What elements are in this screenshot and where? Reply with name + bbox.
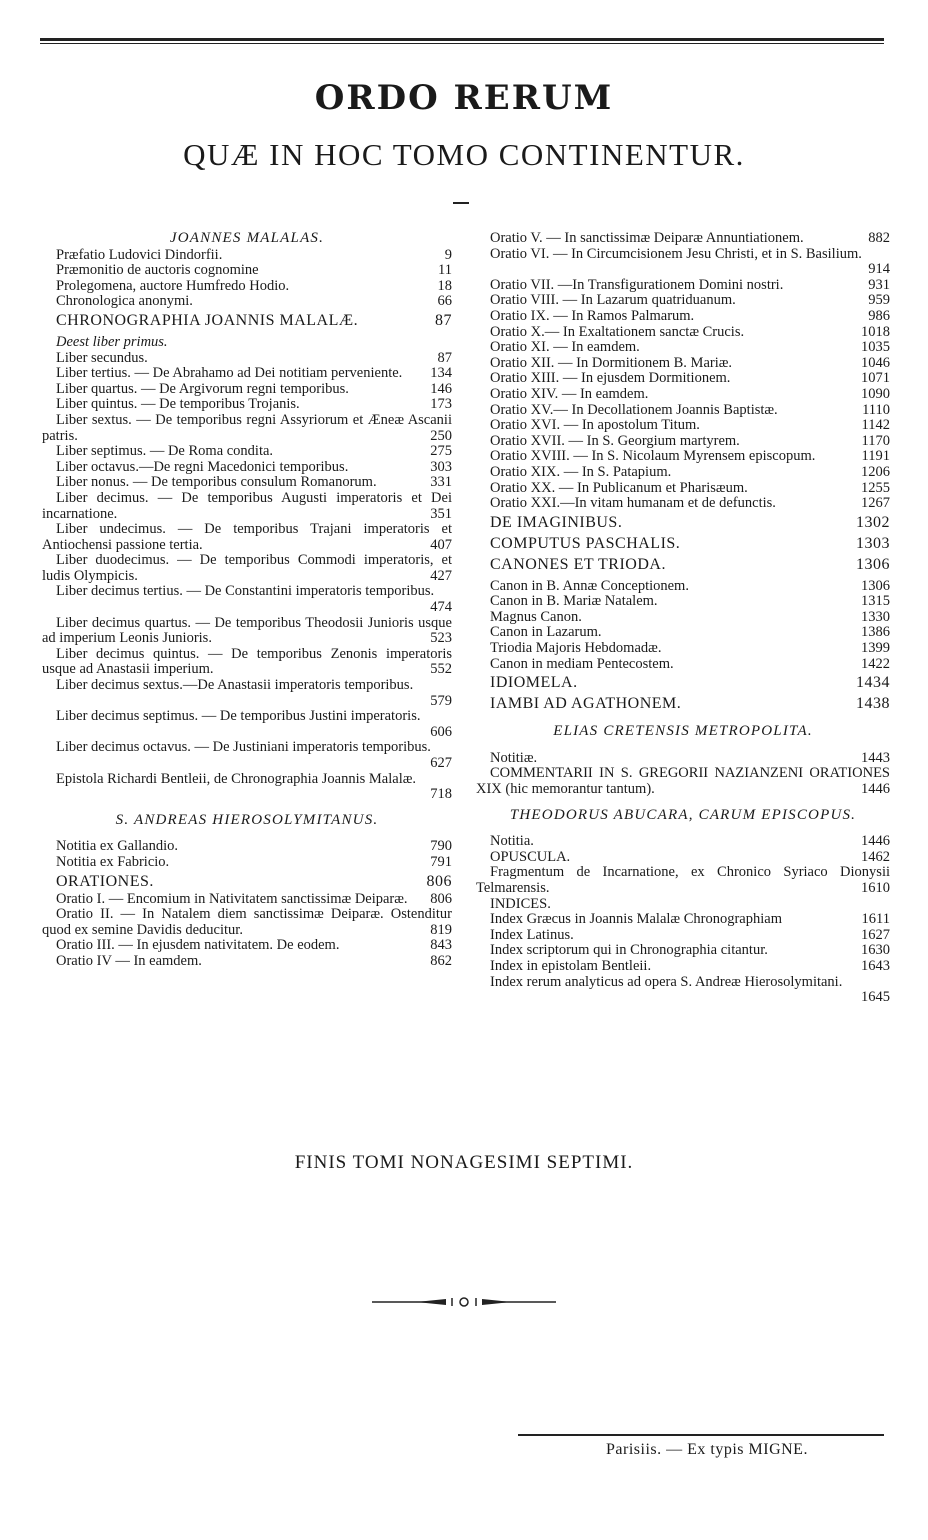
entry-title: Oratio III. — In ejusdem nativitatem. De eodem. xyxy=(56,937,340,954)
section-heading: JOANNES MALALAS. xyxy=(169,230,325,246)
entry-page: 303 xyxy=(430,458,452,475)
entry-page: 552 xyxy=(430,661,452,678)
entry-title: Oratio X.— In Exaltationem sanctæ Crucis. xyxy=(490,323,745,340)
entry-page: 718 xyxy=(430,786,452,803)
entry-title: Index in epistolam Bentleii. xyxy=(490,957,652,974)
toc-entry xyxy=(476,766,890,797)
toc-entry xyxy=(476,449,890,465)
toc-entry xyxy=(42,907,452,938)
entry-title: Oratio V. — In sanctissimæ Deiparæ Annuntiationem. xyxy=(490,230,804,246)
toc-entry xyxy=(476,959,890,975)
entry-page: 1315 xyxy=(861,593,890,610)
entry-title: Chronologica anonymi. xyxy=(56,293,193,310)
entry-page: 146 xyxy=(430,380,452,397)
entry-page: 1090 xyxy=(861,385,890,402)
entry-page: 1170 xyxy=(861,432,890,449)
entry-page: 862 xyxy=(430,952,452,969)
entry-title: Index rerum analyticus ad opera S. Andreæ Hierosolymitani. xyxy=(490,973,843,990)
toc-entry xyxy=(476,465,890,481)
entry-page: 986 xyxy=(868,307,890,324)
entry-page: 87 xyxy=(435,311,452,329)
entry-title: Liber octavus.—De regni Macedonici temporibus. xyxy=(56,458,349,475)
toc-entry xyxy=(476,751,890,767)
page-title: ORDO RERUM xyxy=(314,78,614,118)
section-heading: ELIAS CRETENSIS METROPOLITA. xyxy=(553,723,813,740)
entry-page: 407 xyxy=(430,536,452,553)
entry-title: Præfatio Ludovici Dindorfii. xyxy=(56,246,223,263)
entry-title: COMMENTARII IN S. GREGORII NAZIANZENI ORATIONES XIX (hic memorantur tantum). xyxy=(476,765,890,798)
toc-entry xyxy=(476,403,890,419)
entry-page: 1399 xyxy=(861,640,890,657)
toc-entry xyxy=(476,293,890,309)
left-column xyxy=(42,231,452,970)
entry-title: IDIOMELA. xyxy=(490,674,578,692)
section-heading: THEODORUS ABUCARA, CARUM EPISCOPUS. xyxy=(509,806,857,823)
entry-title: Oratio IV — In eamdem. xyxy=(56,952,202,969)
entry-title: Fragmentum de Incarnatione, ex Chronico Syriaco Dionysii Telmarensis. xyxy=(476,864,890,896)
top-double-rule xyxy=(40,38,884,44)
entry-title: Liber decimus quartus. — De temporibus Theodosii Junioris usque ad imperium Leonis Junioris. xyxy=(42,614,452,647)
section-heading: S. ANDREAS HIEROSOLYMITANUS. xyxy=(115,811,379,828)
entry-title: Canon in mediam Pentecostem. xyxy=(490,655,674,672)
toc-entry xyxy=(476,325,890,341)
entry-title: Oratio XVII. — In S. Georgium martyrem. xyxy=(490,432,740,449)
entry-page: 1306 xyxy=(861,577,890,594)
toc-entry xyxy=(42,740,452,771)
entry-page: 9 xyxy=(444,246,452,263)
entry-title: Oratio VIII. — In Lazarum quatriduanum. xyxy=(490,292,736,309)
toc-entry xyxy=(476,533,890,554)
entry-page: 474 xyxy=(430,599,452,616)
entry-title: Oratio XV.— In Decollationem Joannis Baptistæ. xyxy=(490,401,778,418)
entry-page: 1206 xyxy=(861,463,890,480)
toc-entry xyxy=(42,444,452,460)
entry-page: 1446 xyxy=(861,781,890,798)
title-dash-divider xyxy=(453,202,469,204)
entry-title: Oratio IX. — In Ramos Palmarum. xyxy=(490,307,695,324)
entry-title: Liber secundus. xyxy=(56,349,148,366)
entry-title: INDICES. xyxy=(490,895,551,912)
entry-title: Canon in Lazarum. xyxy=(490,624,602,641)
entry-title: Oratio XX. — In Publicanum et Pharisæum. xyxy=(490,479,748,496)
entry-title: Oratio XIV. — In eamdem. xyxy=(490,385,649,402)
toc-entry xyxy=(476,231,890,247)
toc-entry xyxy=(42,294,452,310)
entry-page: 1611 xyxy=(861,911,890,928)
toc-entry xyxy=(42,938,452,954)
toc-entry xyxy=(476,693,890,714)
toc-entry xyxy=(42,678,452,709)
entry-page: 790 xyxy=(430,838,452,855)
entry-page: 11 xyxy=(438,262,452,279)
entry-page: 1018 xyxy=(861,323,890,340)
entry-page: 627 xyxy=(430,755,452,771)
toc-entry xyxy=(476,340,890,356)
entry-title: CANONES ET TRIODA. xyxy=(490,555,666,573)
toc-entry xyxy=(476,641,890,657)
entry-title: Oratio VII. —In Transfigurationem Domini nostri. xyxy=(490,276,784,293)
entry-page: 1434 xyxy=(856,674,890,692)
toc-entry xyxy=(476,247,890,278)
toc-entry xyxy=(476,387,890,403)
entry-title: Liber decimus. — De temporibus Augusti imperatoris et Dei incarnatione. xyxy=(42,489,452,522)
toc-entry xyxy=(476,418,890,434)
entry-page: 1267 xyxy=(861,495,890,512)
entry-title: Liber decimus octavus. — De Justiniani imperatoris temporibus. xyxy=(56,739,431,756)
toc-entry xyxy=(476,865,890,896)
entry-page: 1627 xyxy=(861,926,890,943)
entry-title: Triodia Majoris Hebdomadæ. xyxy=(490,640,662,657)
toc-entry xyxy=(476,512,890,533)
entry-title: Notitiæ. xyxy=(490,749,538,766)
toc-entry xyxy=(42,279,452,295)
entry-title: Prolegomena, auctore Humfredo Hodio. xyxy=(56,277,290,294)
entry-page: 1302 xyxy=(856,513,890,531)
entry-title: Magnus Canon. xyxy=(490,608,582,625)
entry-page: 173 xyxy=(430,396,452,413)
toc-entry xyxy=(42,475,452,491)
entry-page: 819 xyxy=(430,921,452,938)
entry-page: 1330 xyxy=(861,608,890,625)
entry-title: Oratio XI. — In eamdem. xyxy=(490,339,640,356)
entry-title: IAMBI AD AGATHONEM. xyxy=(490,695,682,713)
toc-entry xyxy=(476,897,890,913)
toc-entry xyxy=(42,413,452,444)
entry-title: Oratio XII. — In Dormitionem B. Mariæ. xyxy=(490,354,733,371)
entry-page: 806 xyxy=(430,890,452,907)
toc-entry xyxy=(42,553,452,584)
printer-imprint: Parisiis. — Ex typis MIGNE. xyxy=(606,1441,808,1458)
toc-entry xyxy=(42,709,452,740)
toc-entry xyxy=(42,855,452,871)
entry-title: Epistola Richardi Bentleii, de Chronographia Joannis Malalæ. xyxy=(56,770,417,787)
entry-title: Præmonitio de auctoris cognomine xyxy=(56,262,259,279)
entry-page: 1443 xyxy=(861,749,890,766)
toc-entry xyxy=(42,954,452,970)
entry-page: 427 xyxy=(430,567,452,584)
entry-title: Liber decimus quintus. — De temporibus Zenonis imperatoris usque ad Anastasii imperium. xyxy=(42,645,452,678)
entry-title: Index scriptorum qui in Chronographia citantur. xyxy=(490,942,768,959)
entry-page: 806 xyxy=(426,872,452,890)
entry-title: Notitia ex Fabricio. xyxy=(56,853,170,870)
entry-title: Notitia ex Gallandio. xyxy=(56,838,179,855)
entry-title: Liber septimus. — De Roma condita. xyxy=(56,443,274,460)
entry-title: Liber undecimus. — De temporibus Trajani imperatoris et Antiochensi passione tertia. xyxy=(42,521,452,553)
entry-title: DE IMAGINIBUS. xyxy=(490,513,623,531)
entry-title: Index Græcus in Joannis Malalæ Chronographiam xyxy=(490,911,782,928)
toc-entry xyxy=(476,309,890,325)
entry-page: 1071 xyxy=(861,370,890,387)
toc-entry xyxy=(476,481,890,497)
entry-page: 351 xyxy=(430,505,452,522)
entry-title: COMPUTUS PASCHALIS. xyxy=(490,534,681,552)
toc-entry xyxy=(476,943,890,959)
toc-entry xyxy=(42,871,452,892)
toc-entry xyxy=(42,616,452,647)
entry-page: 1438 xyxy=(856,695,890,713)
toc-entry xyxy=(476,928,890,944)
entry-page: 1422 xyxy=(861,655,890,672)
entry-title: Oratio XIX. — In S. Patapium. xyxy=(490,463,672,480)
ornament-divider xyxy=(372,1296,556,1308)
toc-entry xyxy=(42,772,452,803)
toc-entry xyxy=(476,496,890,512)
entry-page: 1191 xyxy=(861,448,890,465)
toc-entry xyxy=(42,584,452,615)
toc-entry xyxy=(476,371,890,387)
entry-page: 1110 xyxy=(862,401,890,418)
toc-entry xyxy=(42,892,452,908)
toc-entry xyxy=(476,657,890,673)
entry-title: OPUSCULA. xyxy=(490,848,571,865)
entry-title: Notitia. xyxy=(490,833,534,850)
entry-title: Liber duodecimus. — De temporibus Commodi imperatoris, et ludis Olympicis. xyxy=(42,552,452,584)
entry-page: 959 xyxy=(868,292,890,309)
entry-title: Liber sextus. — De temporibus regni Assyriorum et Æneæ Ascanii patris. xyxy=(42,411,452,444)
toc-entry xyxy=(476,610,890,626)
entry-page: 134 xyxy=(430,365,452,382)
toc-entry xyxy=(476,579,890,595)
entry-page: 1306 xyxy=(856,555,890,573)
toc-entry xyxy=(42,460,452,476)
toc-entry xyxy=(42,335,452,351)
entry-page: 1462 xyxy=(861,848,890,865)
toc-entry xyxy=(42,263,452,279)
toc-entry xyxy=(42,351,452,367)
entry-title: Oratio I. — Encomium in Nativitatem sanctissimæ Deiparæ. xyxy=(56,890,408,907)
entry-title: Liber decimus tertius. — De Constantini imperatoris temporibus. xyxy=(56,583,435,600)
entry-page: 1046 xyxy=(861,354,890,371)
entry-page: 606 xyxy=(430,723,452,740)
entry-page: 275 xyxy=(430,443,452,460)
entry-title: Oratio XVI. — In apostolum Titum. xyxy=(490,417,700,434)
entry-title: ORATIONES. xyxy=(56,872,154,890)
entry-title: Liber quartus. — De Argivorum regni temporibus. xyxy=(56,380,349,397)
entry-title: Oratio XVIII. — In S. Nicolaum Myrensem episcopum. xyxy=(490,448,816,465)
toc-entry xyxy=(476,554,890,575)
entry-page: 331 xyxy=(430,474,452,491)
toc-entry xyxy=(476,834,890,850)
entry-page: 18 xyxy=(437,277,452,294)
toc-entry xyxy=(476,594,890,610)
entry-page: 66 xyxy=(437,293,452,310)
right-column xyxy=(476,231,890,1006)
toc-entry xyxy=(42,366,452,382)
entry-title: Liber decimus sextus.—De Anastasii imperatoris temporibus. xyxy=(56,677,414,694)
entry-page: 1386 xyxy=(861,624,890,641)
entry-title: Liber quintus. — De temporibus Trojanis. xyxy=(56,396,300,413)
entry-page: 882 xyxy=(868,230,890,246)
entry-title: Oratio VI. — In Circumcisionem Jesu Christi, et in S. Basilium. xyxy=(490,245,862,262)
entry-title: Oratio II. — In Natalem diem sanctissimæ Deiparæ. Ostenditur quod ex semine Davidis deducitur. xyxy=(42,906,452,938)
toc-entry xyxy=(42,522,452,553)
entry-page: 523 xyxy=(430,630,452,647)
entry-title: Liber nonus. — De temporibus consulum Romanorum. xyxy=(56,474,377,491)
toc-entry xyxy=(42,647,452,678)
entry-page: 1142 xyxy=(861,417,890,434)
toc-entry xyxy=(42,491,452,522)
entry-page: 1643 xyxy=(861,957,890,974)
entry-title: Canon in B. Annæ Conceptionem. xyxy=(490,577,689,594)
toc-entry xyxy=(476,625,890,641)
toc-entry xyxy=(476,356,890,372)
entry-page: 1446 xyxy=(861,833,890,850)
toc-entry xyxy=(476,975,890,1006)
entry-page: 1035 xyxy=(861,339,890,356)
entry-page: 791 xyxy=(430,853,452,870)
toc-entry xyxy=(42,397,452,413)
entry-title: Index Latinus. xyxy=(490,926,574,943)
page-subtitle: QUÆ IN HOC TOMO CONTINENTUR. xyxy=(183,137,745,172)
toc-entry xyxy=(42,839,452,855)
entry-page: 87 xyxy=(437,349,452,366)
entry-page: 1303 xyxy=(856,534,890,552)
toc-entry xyxy=(42,248,452,264)
entry-page: 250 xyxy=(430,427,452,444)
imprint-rule xyxy=(518,1434,884,1436)
entry-title: CHRONOGRAPHIA JOANNIS MALALÆ. xyxy=(56,311,359,329)
entry-page: 1630 xyxy=(861,942,890,959)
entry-page: 931 xyxy=(868,276,890,293)
toc-entry xyxy=(476,912,890,928)
entry-title: Oratio XXI.—In vitam humanam et de defunctis. xyxy=(490,495,776,512)
entry-title: Liber decimus septimus. — De temporibus Justini imperatoris. xyxy=(56,708,421,725)
entry-page: 579 xyxy=(430,692,452,709)
toc-entry xyxy=(476,850,890,866)
toc-entry xyxy=(476,278,890,294)
toc-entry xyxy=(42,310,452,331)
entry-page: 1645 xyxy=(861,989,890,1006)
toc-entry xyxy=(476,434,890,450)
entry-title: Liber tertius. — De Abrahamo ad Dei notitiam perveniente. xyxy=(56,365,403,382)
toc-entry xyxy=(42,382,452,398)
entry-page: 1255 xyxy=(861,479,890,496)
entry-title: Canon in B. Mariæ Natalem. xyxy=(490,593,658,610)
entry-page: 914 xyxy=(868,261,890,278)
entry-title: Oratio XIII. — In ejusdem Dormitionem. xyxy=(490,370,731,387)
toc-entry xyxy=(476,672,890,693)
entry-title: Deest liber primus. xyxy=(56,333,168,350)
entry-page: 1610 xyxy=(861,880,890,896)
finis-line: FINIS TOMI NONAGESIMI SEPTIMI. xyxy=(294,1152,634,1173)
entry-page: 843 xyxy=(430,937,452,954)
